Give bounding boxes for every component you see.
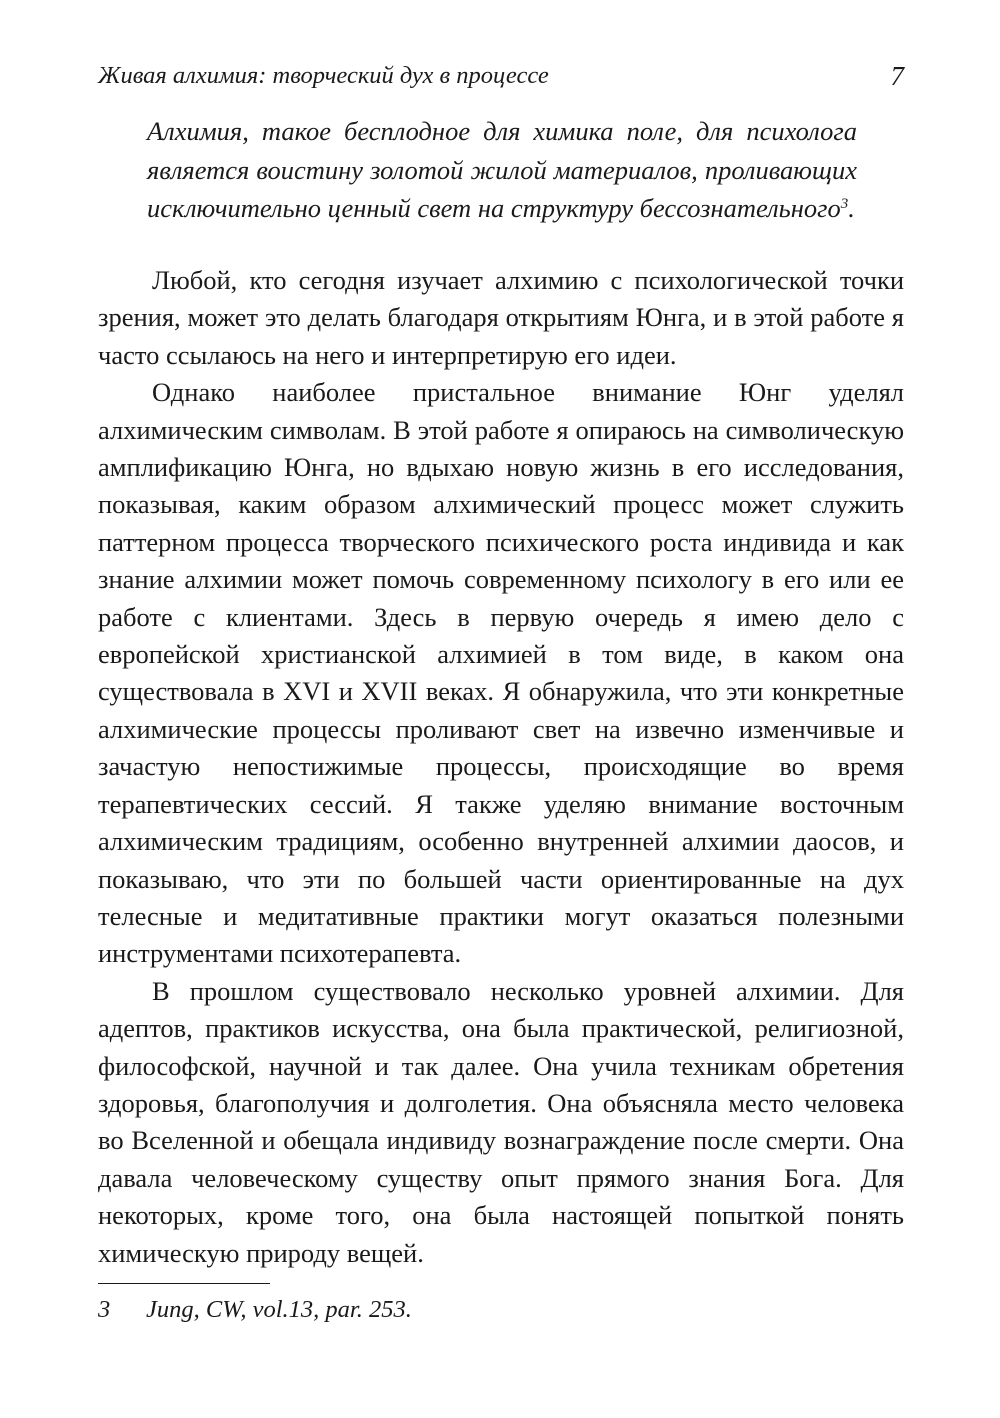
footnote (98, 1292, 904, 1328)
footnote-reference[interactable]: 3 (840, 196, 849, 212)
footnote-number: 3 (98, 1296, 111, 1323)
epigraph-text: Алхимия, такое бесплодное для химика поле, для психолога является воистину золотой жилой материалов, проливающих исключительно ценный свет на структуру бессознательного (147, 116, 857, 223)
paragraph: В прошлом существовало несколько уровней алхимии. Для адептов, практиков искусства, она была практической, религиозной, философской, научной и так далее. Она учила техникам обретения здоровья, благополучия и долголетия. Она объясняла место человека во Вселенной и обещала индивиду вознаграждение после смерти. Она давала человеческому существу опыт прямого знания Бога. Для некоторых, кроме того, она была настоящей попыткой понять химическую природу вещей. (98, 975, 904, 1268)
main-text (98, 262, 904, 1272)
paragraph: Любой, кто сегодня изучает алхимию с психологической точки зрения, может это делать благодаря открытиям Юнга, и в этой работе я часто ссылаюсь на него и интерпретирую его идеи. (98, 265, 904, 370)
page-number: 7 (890, 61, 904, 91)
epigraph-end: . (848, 193, 855, 223)
footnote-divider (98, 1283, 270, 1284)
running-title: Живая алхимия: творческий дух в процессе (98, 62, 549, 89)
paragraph: Однако наиболее пристальное внимание Юнг уделял алхимическим символам. В этой работе я опираюсь на символическую амплификацию Юнга, но вдыхаю новую жизнь в его исследования, показывая, каким образом алхимический процесс может служить паттерном процесса творческого психического роста индивида и как знание алхимии может помочь современному психологу в его или ее работе с клиентами. Здесь в первую очередь я имею дело с европейской христианской алхимией в том виде, в каком она существовала в XVI и XVII веках. Я обнаружила, что эти конкретные алхимические процессы проливают свет на извечно изменчивые и зачастую непостижимые процессы, происходящие во время терапевтических сессий. Я также уделяю внимание восточным алхимическим традициям, особенно внутренней алхимии даосов, и показываю, что эти по большей части ориентированные на дух телесные и медитативные практики могут оказаться полезными инструментами психотерапевта. (98, 377, 904, 969)
running-header (98, 58, 904, 94)
footnote-text: Jung, CW, vol.13, par. 253. (146, 1296, 412, 1323)
epigraph-quote (147, 112, 857, 228)
